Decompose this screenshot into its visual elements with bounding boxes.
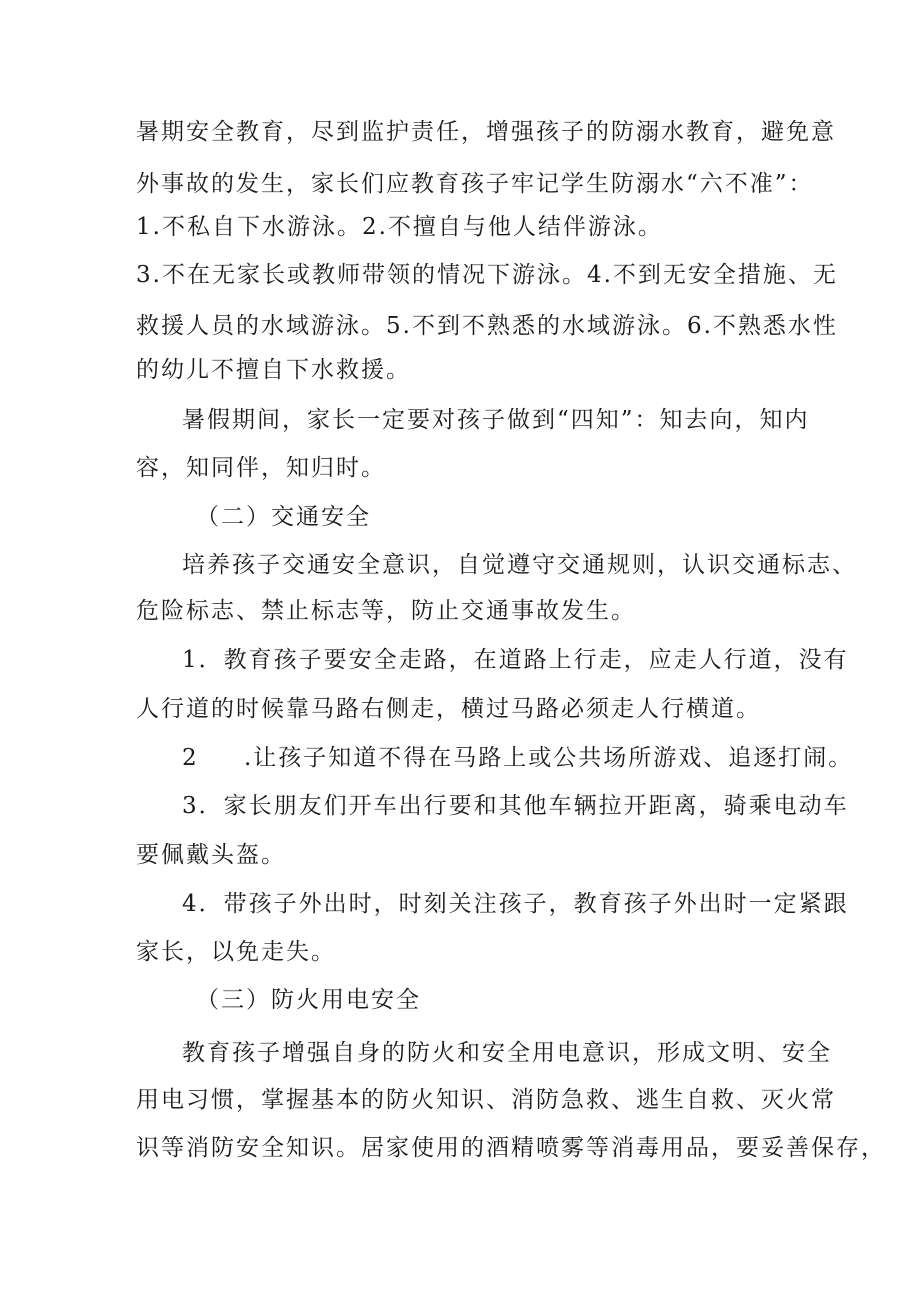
list-item-first-line: 3．家长朋友们开车出行要和其他车辆拉开距离，骑乘电动车 [182, 793, 849, 819]
body-text-line: 要佩戴头盔。 [136, 842, 286, 868]
list-text-line: 的幼儿不擅自下水救援。 [136, 357, 411, 383]
list-item-text: .让孩子知道不得在马路上或公共场所游戏、追逐打闹。 [244, 745, 854, 771]
list-text-line: 1.不私自下水游泳。2.不擅自与他人结伴游泳。 [136, 214, 663, 240]
body-text-line: 人行道的时候靠马路右侧走，横过马路必须走人行横道。 [136, 696, 761, 722]
body-text-line: 危险标志、禁止标志等，防止交通事故发生。 [136, 598, 636, 624]
body-text-line: 家长，以免走失。 [136, 939, 336, 965]
paragraph-first-line: 教育孩子增强自身的防火和安全用电意识，形成文明、安全 [182, 1040, 832, 1066]
list-item-first-line: 4．带孩子外出时，时刻关注孩子，教育孩子外出时一定紧跟 [182, 891, 849, 917]
body-text-line: 识等消防安全知识。居家使用的酒精喷雾等消毒用品，要妥善保存， [136, 1135, 886, 1161]
list-item-first-line: 1．教育孩子要安全走路，在道路上行走，应走人行道，没有 [182, 647, 849, 673]
paragraph-first-line: 暑假期间，家长一定要对孩子做到“四知”：知去向，知内 [182, 407, 810, 433]
section-heading-fire: （三）防火用电安全 [196, 987, 421, 1013]
body-text-line: 外事故的发生，家长们应教育孩子牢记学生防溺水“六不准”： [136, 171, 814, 197]
body-text-line: 用电习惯，掌握基本的防火知识、消防急救、逃生自救、灭火常 [136, 1087, 836, 1113]
body-text-line: 容，知同伴，知归时。 [136, 455, 386, 481]
paragraph-first-line: 培养孩子交通安全意识，自觉遵守交通规则，认识交通标志、 [182, 552, 857, 578]
list-text-line: 救援人员的水域游泳。5.不到不熟悉的水域游泳。6.不熟悉水性 [136, 313, 838, 339]
list-item-number: 2 [182, 745, 199, 771]
section-heading-traffic: （二）交通安全 [196, 504, 371, 530]
body-text-line: 暑期安全教育，尽到监护责任，增强孩子的防溺水教育，避免意 [136, 119, 836, 145]
list-text-line: 3.不在无家长或教师带领的情况下游泳。4.不到无安全措施、无 [136, 262, 838, 288]
